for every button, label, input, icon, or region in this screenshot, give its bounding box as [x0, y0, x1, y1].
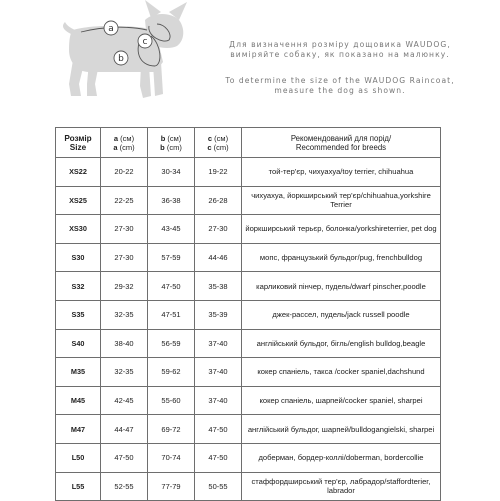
breed-cell: кокер спаніель, шарпей/cocker spaniel, sharpei [242, 386, 441, 415]
a-cell: 29-32 [101, 272, 148, 301]
b-cell: 43-45 [148, 215, 195, 244]
a-cell: 44-47 [101, 415, 148, 444]
size-cell: M35 [56, 358, 101, 387]
size-cell: S40 [56, 329, 101, 358]
b-cell: 59-62 [148, 358, 195, 387]
marker-c [138, 34, 152, 48]
a-cell: 32-35 [101, 300, 148, 329]
table-row [56, 472, 441, 501]
a-cell: 38-40 [101, 329, 148, 358]
size-cell: S35 [56, 300, 101, 329]
size-cell: M45 [56, 386, 101, 415]
c-cell: 35-39 [195, 300, 242, 329]
c-cell: 50-55 [195, 472, 242, 501]
table-row [56, 300, 441, 329]
marker-b [114, 51, 128, 65]
instruction-en-line-2: measure the dog as shown. [274, 86, 406, 95]
measurement-instructions [200, 40, 480, 96]
a-cell: 20-22 [101, 158, 148, 187]
size-cell: XS30 [56, 215, 101, 244]
breed-cell: мопс, французький бульдог/pug, frenchbulldog [242, 243, 441, 272]
b-cell: 47-50 [148, 272, 195, 301]
c-cell: 37-40 [195, 329, 242, 358]
size-cell: M47 [56, 415, 101, 444]
svg-text:c: c [142, 37, 148, 47]
breed-cell: доберман, бордер-коллі/doberman, bordercollie [242, 443, 441, 472]
a-cell: 32-35 [101, 358, 148, 387]
breed-cell: стаффордширський тер'єр, лабрадор/staffordterier, labrador [242, 472, 441, 501]
c-cell: 44-46 [195, 243, 242, 272]
b-cell: 36-38 [148, 186, 195, 215]
b-cell: 56-59 [148, 329, 195, 358]
b-cell: 55-60 [148, 386, 195, 415]
breed-cell: англійський бульдог, бігль/english bulldog,beagle [242, 329, 441, 358]
breed-cell: той-тер'єр, чихуахуа/toy terrier, chihuahua [242, 158, 441, 187]
size-cell: S30 [56, 243, 101, 272]
svg-text:b: b [118, 54, 124, 64]
c-cell: 27-30 [195, 215, 242, 244]
b-cell: 70-74 [148, 443, 195, 472]
size-cell: L50 [56, 443, 101, 472]
b-cell: 57-59 [148, 243, 195, 272]
header-c: c (см) c (cm) [195, 128, 242, 158]
table-row [56, 415, 441, 444]
table-row [56, 358, 441, 387]
a-cell: 42-45 [101, 386, 148, 415]
c-cell: 37-40 [195, 386, 242, 415]
header-b: b (см) b (cm) [148, 128, 195, 158]
c-cell: 35-38 [195, 272, 242, 301]
table-row [56, 215, 441, 244]
instruction-uk-line-1: Для визначення розміру дощовика WAUDOG, [229, 40, 451, 49]
c-cell: 19-22 [195, 158, 242, 187]
header-row [56, 128, 441, 158]
dog-silhouette [63, 0, 187, 98]
a-cell: 27-30 [101, 243, 148, 272]
table-row [56, 443, 441, 472]
c-cell: 47-50 [195, 443, 242, 472]
svg-text:a: a [108, 24, 114, 34]
b-cell: 30-34 [148, 158, 195, 187]
header [0, 0, 500, 125]
breed-cell: йоркширський терьєр, болонка/yorkshireterrier, pet dog [242, 215, 441, 244]
table-row [56, 186, 441, 215]
a-cell: 52-55 [101, 472, 148, 501]
size-chart-header [56, 128, 441, 158]
table-row [56, 243, 441, 272]
breed-cell: чихуахуа, йоркширський тер'єр/chihuahua,yorkshire Terrier [242, 186, 441, 215]
header-a: a (см) a (cm) [101, 128, 148, 158]
header-breeds: Рекомендований для порід/ Recommended for breeds [242, 128, 441, 158]
c-cell: 47-50 [195, 415, 242, 444]
table-row [56, 386, 441, 415]
header-size: Розмір Size [56, 128, 101, 158]
size-chart-body [56, 158, 441, 501]
size-cell: S32 [56, 272, 101, 301]
breed-cell: карликовий пінчер, пудель/dwarf pinscher,poodle [242, 272, 441, 301]
table-row [56, 158, 441, 187]
a-cell: 47-50 [101, 443, 148, 472]
a-cell: 22-25 [101, 186, 148, 215]
marker-a [104, 21, 118, 35]
b-cell: 69-72 [148, 415, 195, 444]
b-cell: 77-79 [148, 472, 195, 501]
c-cell: 26-28 [195, 186, 242, 215]
breed-cell: кокер спаніель, такса /cocker spaniel,dachshund [242, 358, 441, 387]
c-cell: 37-40 [195, 358, 242, 387]
size-cell: XS25 [56, 186, 101, 215]
instruction-en-line-1: To determine the size of the WAUDOG Raincoat, [225, 76, 455, 85]
a-cell: 27-30 [101, 215, 148, 244]
table-row [56, 272, 441, 301]
size-cell: L55 [56, 472, 101, 501]
b-cell: 47-51 [148, 300, 195, 329]
size-cell: XS22 [56, 158, 101, 187]
breed-cell: джек-рассел, пудель/jack russell poodle [242, 300, 441, 329]
dog-measurement-illustration [45, 0, 195, 110]
instruction-uk-line-2: виміряйте собаку, як показано на малюнку. [230, 50, 450, 59]
size-chart-table [55, 127, 441, 501]
breed-cell: англійський бульдог, шарпей/bulldogangielski, sharpei [242, 415, 441, 444]
table-row [56, 329, 441, 358]
